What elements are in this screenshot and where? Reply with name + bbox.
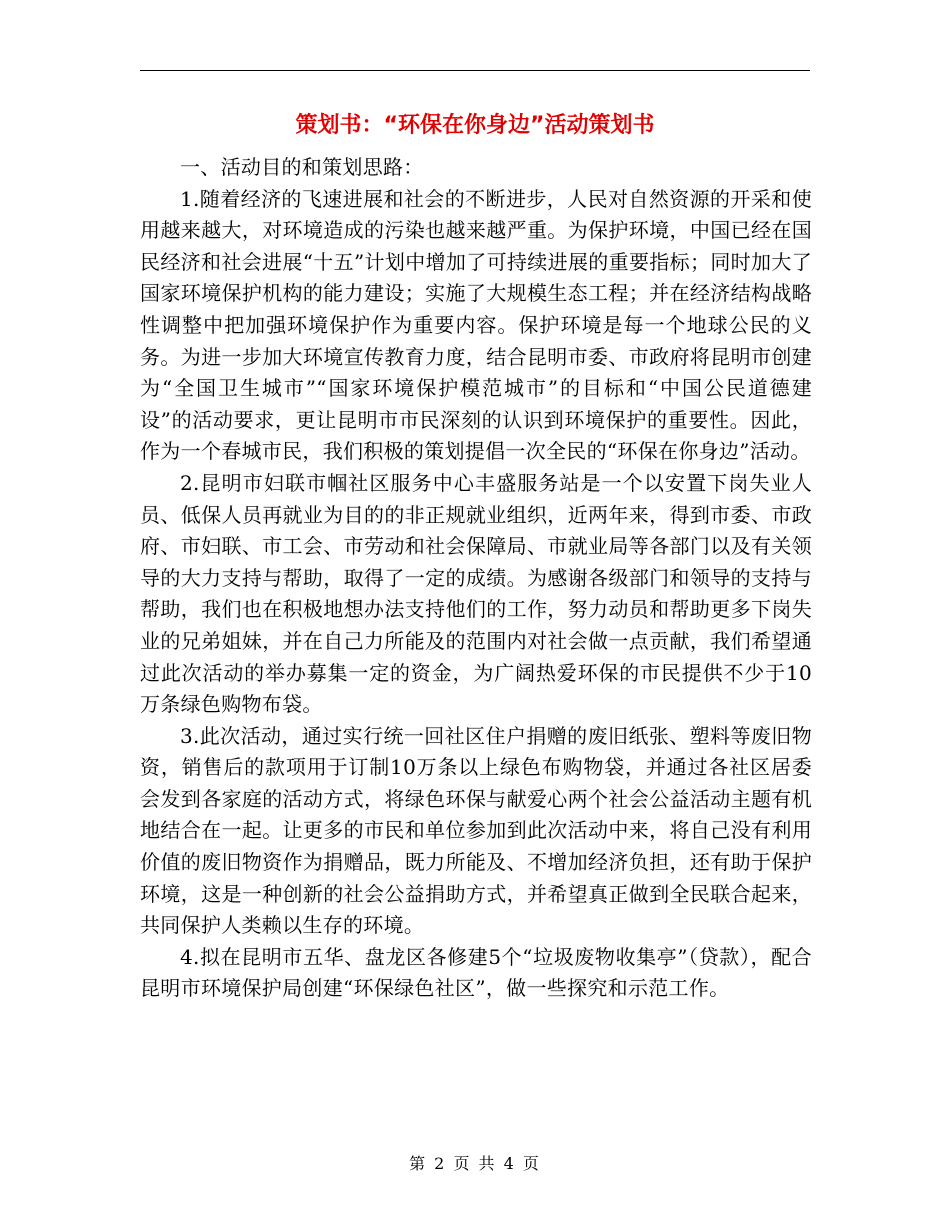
paragraph-2: 2.昆明市妇联市帼社区服务中心丰盛服务站是一个以安置下岗失业人员、低保人员再就业为目的的非正规就业组织，近两年来，得到市委、市政府、市妇联、市工会、市劳动和社会保障局、市就业局等各部门以及有关领导的大力支持与帮助，取得了一定的成绩。为感谢各级部门和领导的支持与帮助，我们也在积极地想办法支持他们的工作，努力动员和帮助更多下岗失业的兄弟姐妹，并在自己力所能及的范围内对社会做一点贡献，我们希望通过此次活动的举办募集一定的资金，为广阔热爱环保的市民提供不少于10万条绿色购物布袋。 [140, 470, 812, 717]
section-heading: 一、活动目的和策划思路： [180, 155, 424, 179]
paragraph-4: 4.拟在昆明市五华、盘龙区各修建5个“垃圾废物收集亭”（贷款），配合昆明市环境保护局创建“环保绿色社区”，做一些探究和示范工作。 [140, 944, 812, 1001]
page-number: 第 2 页 共 4 页 [409, 1154, 541, 1173]
document-title: 策划书：“环保在你身边”活动策划书 [295, 113, 655, 138]
paragraph-3: 3.此次活动，通过实行统一回社区住户捐赠的废旧纸张、塑料等废旧物资，销售后的款项用于订制10万条以上绿色布购物袋，并通过各社区居委会发到各家庭的活动方式，将绿色环保与献爱心两个社会公益活动主题有机地结合在一起。让更多的市民和单位参加到此次活动中来，将自己没有利用价值的废旧物资作为捐赠品，既力所能及、不增加经济负担，还有助于保护环境，这是一种创新的社会公益捐助方式，并希望真正做到全民联合起来，共同保护人类赖以生存的环境。 [140, 723, 812, 938]
paragraph-1: 1.随着经济的飞速进展和社会的不断进步，人民对自然资源的开采和使用越来越大，对环境造成的污染也越来越严重。为保护环境，中国已经在国民经济和社会进展“十五”计划中增加了可持续进展的重要指标；同时加大了国家环境保护机构的能力建设；实施了大规模生态工程；并在经济结构战略性调整中把加强环境保护作为重要内容。保护环境是每一个地球公民的义务。为进一步加大环境宣传教育力度，结合昆明市委、市政府将昆明市创建为“全国卫生城市”“国家环境保护模范城市”的目标和“中国公民道德建设”的活动要求，更让昆明市市民深刻的认识到环境保护的重要性。因此，作为一个春城市民，我们积极的策划提倡一次全民的“环保在你身边”活动。 [140, 186, 812, 464]
document-body [140, 152, 812, 1005]
header-rule [140, 70, 810, 71]
